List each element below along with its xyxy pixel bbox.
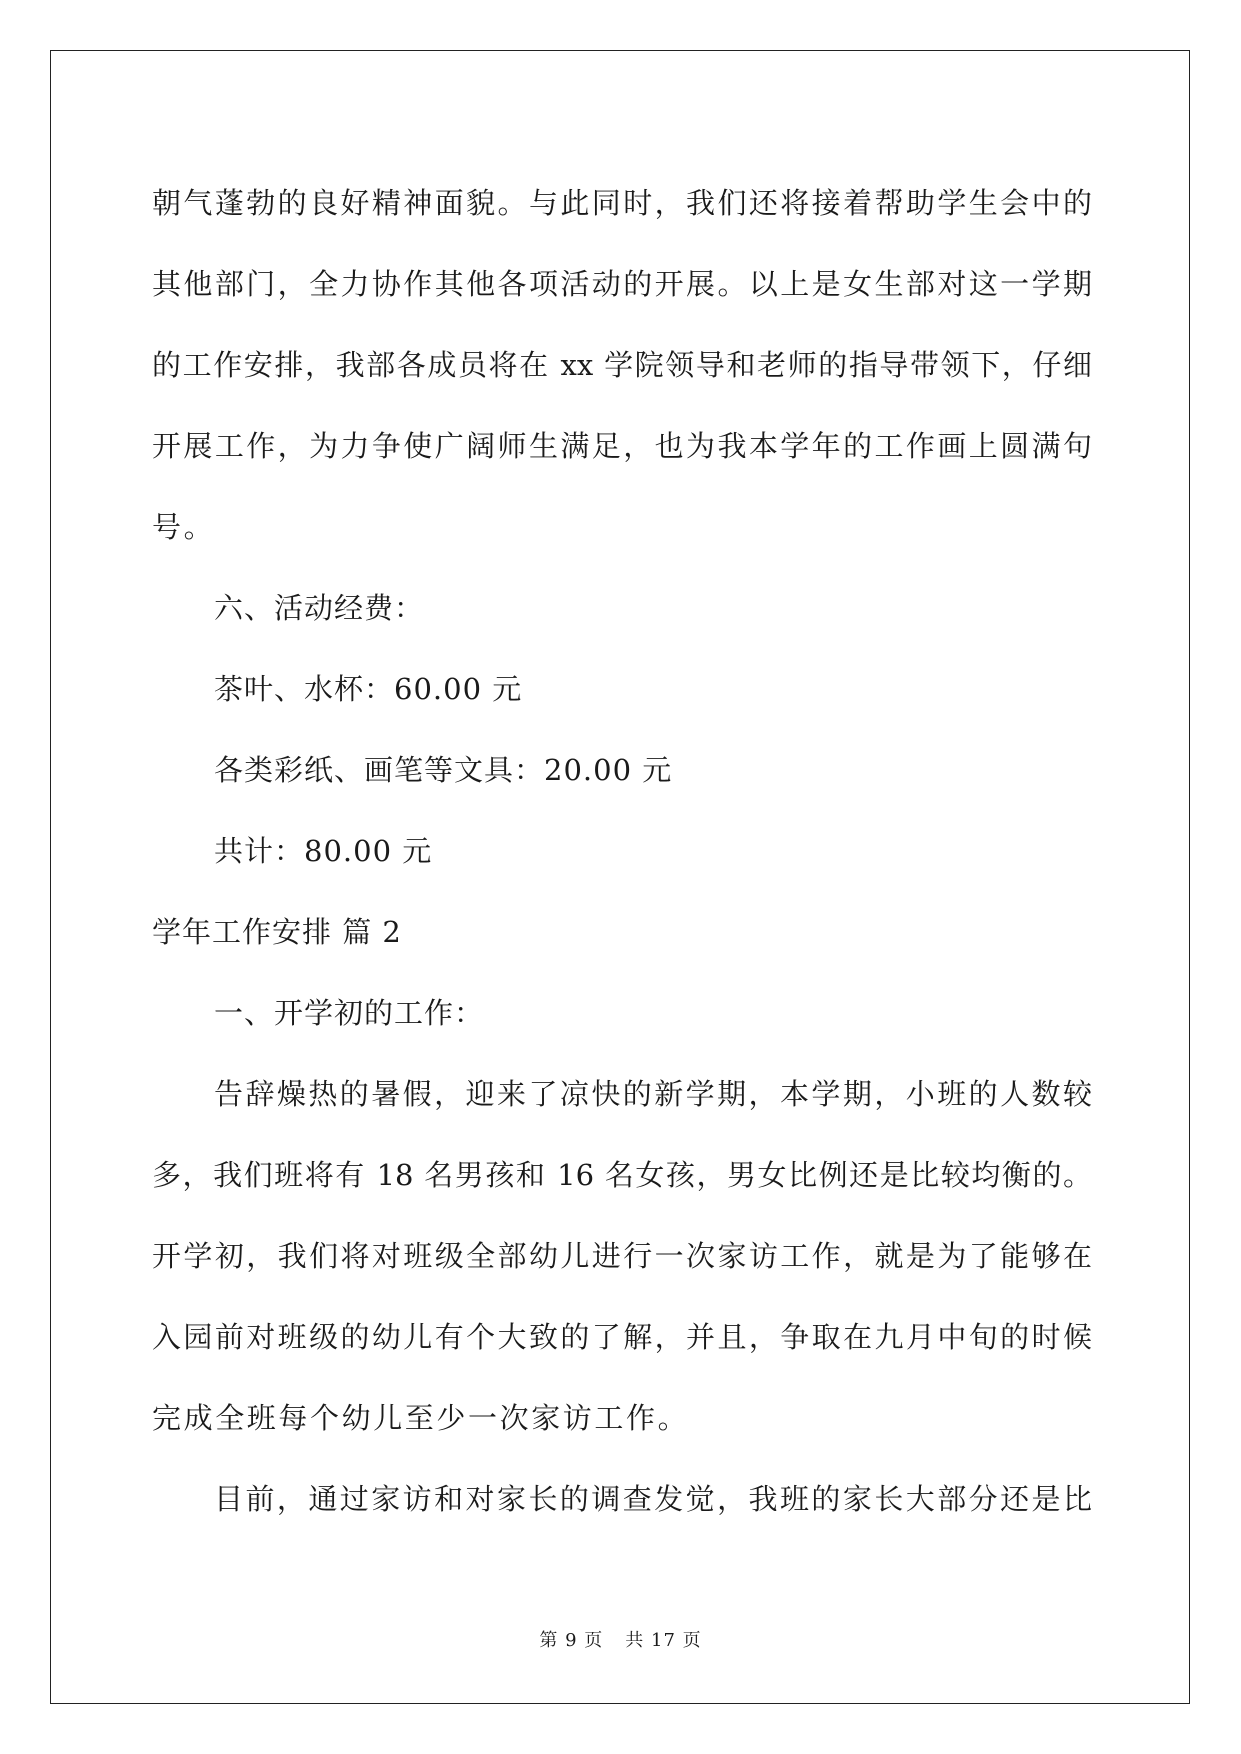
article-title: 学年工作安排 篇 2	[152, 915, 402, 949]
paragraph-line: 入园前对班级的幼儿有个大致的了解，并且，争取在九月中旬的时候	[152, 1320, 1092, 1354]
paragraph-line: 开学初，我们将对班级全部幼儿进行一次家访工作，就是为了能够在	[152, 1239, 1092, 1273]
paragraph-line: 其他部门，全力协作其他各项活动的开展。以上是女生部对这一学期	[152, 267, 1092, 301]
section-heading: 一、开学初的工作：	[214, 996, 485, 1030]
expense-item: 茶叶、水杯：60.00 元	[214, 672, 523, 706]
page-footer	[0, 1626, 1241, 1652]
paragraph-line: 告辞燥热的暑假，迎来了凉快的新学期，本学期，小班的人数较	[214, 1077, 1092, 1111]
paragraph-line: 朝气蓬勃的良好精神面貌。与此同时，我们还将接着帮助学生会中的	[152, 186, 1092, 220]
expense-total: 共计：80.00 元	[214, 834, 433, 868]
page-number-total: 共 17 页	[625, 1630, 702, 1651]
paragraph-line: 目前，通过家访和对家长的调查发觉，我班的家长大部分还是比	[214, 1482, 1092, 1516]
expense-item: 各类彩纸、画笔等文具：20.00 元	[214, 753, 673, 787]
paragraph-line: 开展工作，为力争使广阔师生满足，也为我本学年的工作画上圆满句	[152, 429, 1092, 463]
paragraph-line: 号。	[152, 510, 216, 544]
paragraph-line: 的工作安排，我部各成员将在 xx 学院领导和老师的指导带领下，仔细	[152, 348, 1092, 382]
page-number-current: 第 9 页	[539, 1630, 604, 1651]
paragraph-line: 多，我们班将有 18 名男孩和 16 名女孩，男女比例还是比较均衡的。	[152, 1158, 1092, 1192]
document-body	[152, 163, 1092, 1540]
section-heading: 六、活动经费：	[214, 591, 425, 625]
paragraph-line: 完成全班每个幼儿至少一次家访工作。	[152, 1401, 690, 1435]
